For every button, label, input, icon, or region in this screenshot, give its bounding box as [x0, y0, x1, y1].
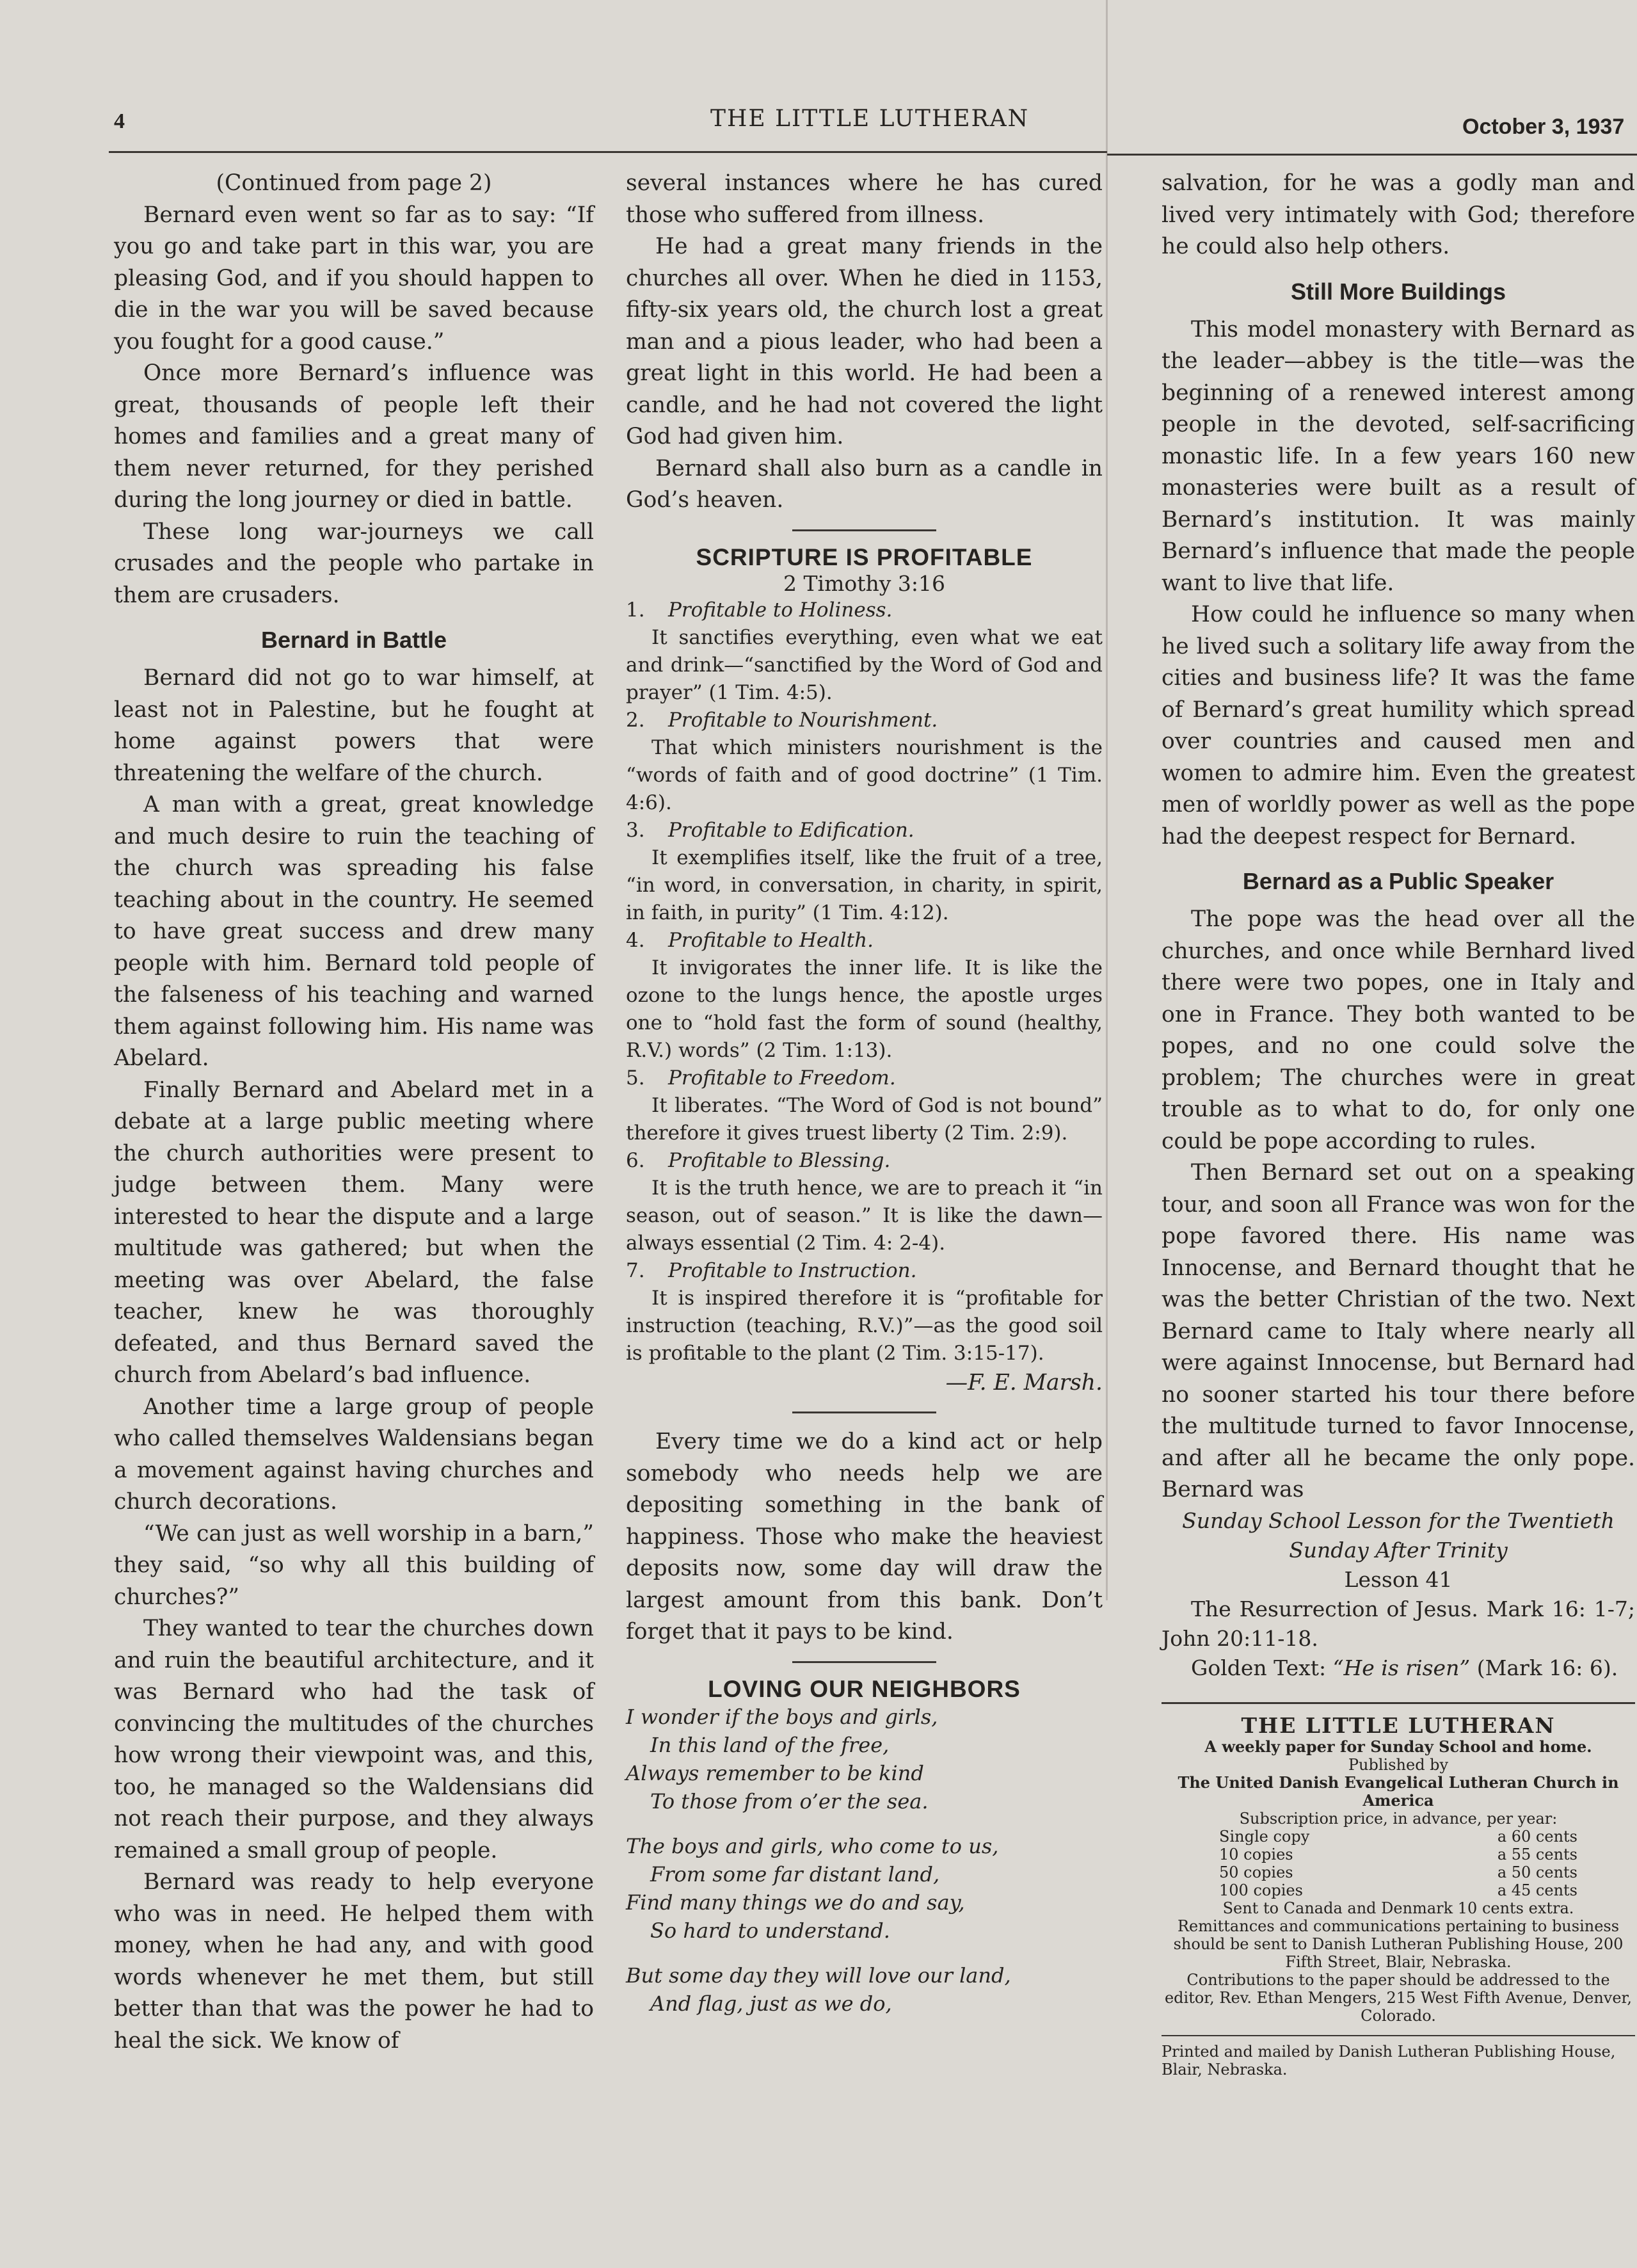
masthead-title: THE LITTLE LUTHERAN — [1241, 1712, 1556, 1738]
page-header — [109, 106, 1637, 144]
item-number: 6. — [626, 1148, 645, 1172]
price-label: 50 copies — [1219, 1863, 1293, 1881]
poem-line: To those from o’er the sea. — [650, 1789, 929, 1814]
scripture-item-title — [626, 1147, 1103, 1175]
paragraph: This model monastery with Bernard as the leader—abbey is the title—was the beginning of a renewed interest among people in the devoted, self-sacrificing monastic life. In a few years 160 new monasteries were built as a result of Bernard’s institution. It was mainly Bernard’s influence that made the people want to live that life. — [1162, 316, 1635, 596]
paragraph: Then Bernard set out on a speaking tour, and soon all France was won for the pope favored there. His name was Innocense, and Bernard thought that he was the better Christian of the two. Next Bernard came to Italy where nearly all were against Innocense, but Bernard had no sooner started his tour there before the multitude turned to favor Innocense, and after all he became the only pope. Bernard was — [1162, 1160, 1635, 1502]
scripture-item-title — [626, 707, 1103, 734]
masthead-subtitle: A weekly paper for Sunday School and home. — [1204, 1737, 1592, 1756]
item-title: Profitable to Nourishment. — [668, 708, 938, 732]
section-heading: Bernard as a Public Speaker — [1242, 868, 1554, 894]
price-row — [1219, 1881, 1577, 1899]
poem-line: In this land of the free, — [650, 1732, 890, 1757]
item-title: Profitable to Edification. — [668, 818, 914, 842]
poem — [626, 1703, 1103, 2018]
price-row — [1219, 1863, 1577, 1881]
item-number: 5. — [626, 1066, 645, 1090]
author-signature: —F. E. Marsh. — [945, 1369, 1103, 1395]
item-number: 1. — [626, 598, 645, 622]
remittance-note: Remittances and communications pertaining to business should be sent to Danish Lutheran Publishing House, 200 Fifth Street, Blair, Nebraska. — [1173, 1917, 1624, 1971]
paper-name: THE LITTLE LUTHERAN — [710, 106, 1030, 132]
paragraph: They wanted to tear the churches down and ruin the beautiful architecture, and it was Bernard who had the task of convincing the multitudes of the churches how wrong their viewpoint was, and this, too, he managed so the Waldensians did not reach their purpose, and they always remained a small group of people. — [114, 1616, 594, 1863]
continued-note: (Continued from page 2) — [216, 170, 492, 196]
poem-line: I wonder if the boys and girls, — [626, 1704, 938, 1729]
paragraph: Every time we do a kind act or help somebody who needs help we are depositing something in the bank of happiness. Those who make the heaviest deposits now, some day will draw the largest amount from this bank. Don’t forget that it pays to be kind. — [626, 1429, 1103, 1645]
lesson-number: Lesson 41 — [1344, 1566, 1453, 1592]
issue-date: October 3, 1937 — [1462, 115, 1625, 139]
column-3 — [1162, 168, 1635, 2079]
item-number: 7. — [626, 1259, 645, 1282]
header-rule-right — [1107, 154, 1637, 156]
paragraph: The pope was the head over all the churches, and once while Bernhard lived there were two popes, one in Italy and one in France. They both wanted to be popes, and no one could solve the problem; The churches were in great trouble as to what to do, for only one could be pope according to rules. — [1162, 906, 1635, 1154]
poem-line: From some far distant land, — [650, 1862, 940, 1886]
item-title: Profitable to Instruction. — [668, 1259, 917, 1282]
item-title: Profitable to Blessing. — [668, 1148, 891, 1172]
poem-line: Always remember to be kind — [626, 1760, 924, 1785]
paragraph: Another time a large group of people who called themselves Waldensians began a movement against having churches and church decorations. — [114, 1394, 594, 1515]
price-value: a 55 cents — [1497, 1845, 1577, 1863]
item-title: Profitable to Freedom. — [668, 1066, 896, 1090]
golden-quote: “He is risen” — [1332, 1655, 1471, 1680]
paragraph: several instances where he has cured those who suffered from illness. — [626, 170, 1103, 228]
column-1 — [114, 168, 594, 2057]
scripture-item-text: It invigorates the inner life. It is like the ozone to the lungs hence, the apostle urges one to “hold fast the form of sound (healthy, R.V.) words” (2 Tim. 1:13). — [626, 956, 1103, 1062]
poem-title: LOVING OUR NEIGHBORS — [708, 1675, 1021, 1702]
published-by: Published by — [1348, 1755, 1449, 1774]
paragraph: A man with a great, great knowledge and much desire to ruin the teaching of the church was spreading his false teaching about in the country. He seemed to have great success and drew many people with him. Bernard told people of the falseness of his teaching and warned them against following him. His name was Abelard. — [114, 792, 594, 1071]
contribution-note: Contributions to the paper should be addressed to the editor, Rev. Ethan Mengers, 215 West Fifth Avenue, Denver, Colorado. — [1164, 1970, 1633, 2025]
paragraph: These long war-journeys we call crusades and the people who partake in them are crusaders. — [114, 519, 594, 608]
item-title: Profitable to Holiness. — [668, 598, 893, 622]
scripture-item-text: It liberates. “The Word of God is not bound” therefore it gives truest liberty (2 Tim. 2:9). — [626, 1093, 1103, 1145]
masthead-box — [1162, 1702, 1635, 2079]
scripture-item-text: It sanctifies everything, even what we eat and drink—“sanctified by the Word of God and prayer” (1 Tim. 4:5). — [626, 625, 1103, 704]
lesson-text: The Resurrection of Jesus. Mark 16: 1-7; John 20:11-18. — [1162, 1596, 1635, 1651]
golden-label: Golden Text: — [1191, 1655, 1333, 1680]
scripture-item-text: It is the truth hence, we are to preach it “in season, out of season.” It is like the dawn—always essential (2 Tim. 4: 2-4). — [626, 1176, 1103, 1255]
paragraph: salvation, for he was a godly man and lived very intimately with God; therefore he could also help others. — [1162, 170, 1635, 259]
price-label: Single copy — [1219, 1827, 1310, 1846]
poem-line: Find many things we do and say, — [626, 1890, 965, 1915]
item-number: 2. — [626, 708, 645, 732]
price-label: 10 copies — [1219, 1845, 1293, 1863]
price-value: a 45 cents — [1497, 1881, 1577, 1899]
poem-line: So hard to understand. — [650, 1918, 890, 1943]
golden-text — [1162, 1653, 1635, 1683]
scripture-item-text: It is inspired therefore it is “profitable for instruction (teaching, R.V.)”—as the good soil is profitable to the plant (2 Tim. 3:15-17). — [626, 1286, 1103, 1365]
paragraph: He had a great many friends in the churches all over. When he died in 1153, fifty-six years old, the church lost a great man and a pious leader, who had been a great light in this world. He had been a candle, and he had not covered the light God had given him. — [626, 234, 1103, 449]
scripture-item-title — [626, 1065, 1103, 1092]
scripture-item-title — [626, 817, 1103, 844]
paragraph: Once more Bernard’s influence was great, thousands of people left their homes and families and a great many of them never returned, for they perished during the long journey or died in battle. — [114, 360, 594, 513]
lesson-title: Sunday School Lesson for the Twentieth — [1182, 1508, 1615, 1533]
scripture-list — [626, 597, 1103, 1367]
poem-line: The boys and girls, who come to us, — [626, 1833, 999, 1858]
scripture-item-title — [626, 927, 1103, 954]
paragraph: Bernard was ready to help everyone who was in need. He helped them with money, when he had any, and with good words whenever he met them, but still better than that was the power he had to heal the sick. We know of — [114, 1869, 594, 2054]
scripture-item-title — [626, 1257, 1103, 1285]
printer-note: Printed and mailed by Danish Lutheran Publishing House, Blair, Nebraska. — [1162, 2035, 1635, 2079]
price-value: a 60 cents — [1497, 1827, 1577, 1846]
header-rule — [109, 151, 1107, 153]
divider — [792, 1411, 936, 1413]
item-number: 3. — [626, 818, 645, 842]
divider — [792, 1661, 936, 1663]
section-heading: Still More Buildings — [1290, 278, 1506, 305]
sunday-school-lesson — [1162, 1506, 1635, 1683]
price-list — [1162, 1828, 1635, 1899]
lesson-title: Sunday After Trinity — [1289, 1537, 1508, 1563]
column-2 — [626, 168, 1103, 2018]
price-heading: Subscription price, in advance, per year: — [1239, 1809, 1558, 1828]
scripture-item-text: It exemplifies itself, like the fruit of a tree, “in word, in conversation, in charity, in spirit, in faith, in purity” (1 Tim. 4:12). — [626, 846, 1103, 924]
poem-line: But some day they will love our land, — [626, 1963, 1011, 1988]
extra-note: Sent to Canada and Denmark 10 cents extra. — [1222, 1899, 1574, 1917]
scripture-reference: 2 Timothy 3:16 — [783, 570, 945, 596]
page-number: 4 — [114, 109, 125, 133]
item-title: Profitable to Health. — [668, 928, 874, 952]
paragraph: Bernard shall also burn as a candle in God’s heaven. — [626, 455, 1103, 513]
paragraph: Bernard did not go to war himself, at least not in Palestine, but he fought at home against powers that were threatening the welfare of the church. — [114, 665, 594, 786]
paragraph: Finally Bernard and Abelard met in a debate at a large public meeting where the church authorities were present to judge between them. Many were interested to hear the dispute and a large multitude was gathered; but when the meeting was over Abelard, the false teacher, knew he was thoroughly defeated, and thus Bernard saved the church from Abelard’s bad influence. — [114, 1077, 594, 1388]
publisher: The United Danish Evangelical Lutheran Church in America — [1178, 1773, 1619, 1810]
price-row — [1219, 1846, 1577, 1863]
item-number: 4. — [626, 928, 645, 952]
scripture-item-text: That which ministers nourishment is the “words of faith and of good doctrine” (1 Tim. 4:6). — [626, 736, 1103, 814]
price-row — [1219, 1828, 1577, 1846]
price-value: a 50 cents — [1497, 1863, 1577, 1881]
section-heading: Bernard in Battle — [260, 627, 447, 653]
paragraph: How could he influence so many when he lived such a solitary life away from the cities and business life? It was the fame of Bernard’s great humility which spread over countries and caused men and women to admire him. Even the greatest men of worldly power as well as the pope had the deepest respect for Bernard. — [1162, 602, 1635, 849]
paragraph: Bernard even went so far as to say: “If you go and take part in this war, you are pleasing God, and if you should happen to die in the war you will be saved because you fought for a good cause.” — [114, 202, 594, 355]
paragraph: “We can just as well worship in a barn,” they said, “so why all this building of churches?” — [114, 1520, 594, 1610]
golden-ref: (Mark 16: 6). — [1470, 1655, 1618, 1680]
poem-line: And flag, just as we do, — [650, 1991, 892, 2016]
fold-crease — [1106, 0, 1108, 1600]
scripture-item-title — [626, 597, 1103, 624]
price-label: 100 copies — [1219, 1881, 1303, 1899]
article-title: SCRIPTURE IS PROFITABLE — [696, 543, 1033, 570]
divider — [792, 529, 936, 531]
